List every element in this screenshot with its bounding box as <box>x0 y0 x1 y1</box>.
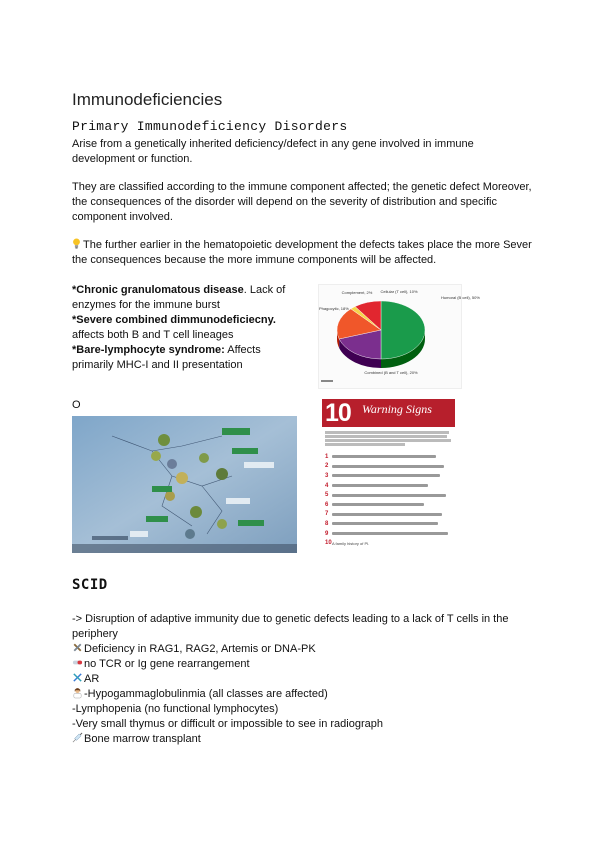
disease-name: *Severe combined dimmunodeficiecny. <box>72 314 276 326</box>
warning-item-number: 10 <box>325 540 332 547</box>
scid-line <box>72 642 532 657</box>
warning-item <box>325 452 453 462</box>
warning-item <box>325 490 453 500</box>
scid-notes <box>72 612 532 747</box>
warning-item-number: 5 <box>325 492 329 499</box>
warning-item <box>325 538 453 548</box>
pie-chart-image <box>318 284 480 389</box>
paragraph-hematopoietic-text: The further earlier in the hematopoietic development the defects takes place the more Sever the consequences because the more immune components will be affected. <box>72 239 532 266</box>
paragraph-definition: Arise from a genetically inherited deficiency/defect in any gene involved in immune development or function. <box>72 138 474 165</box>
diagram-photo-svg <box>72 416 297 553</box>
dna-icon <box>72 672 83 683</box>
scid-line-text: -Lymphopenia (no functional lymphocytes) <box>72 703 279 715</box>
scid-line <box>72 717 532 732</box>
pie-slice-label: Humoral (B cell), 50% <box>441 295 480 300</box>
section-subtitle: Primary Immunodeficiency Disorders <box>72 119 348 134</box>
disease-item <box>72 313 292 343</box>
scid-line-text: Bone marrow transplant <box>84 733 201 745</box>
warning-item <box>325 481 453 491</box>
immune-cell-diagram-photo <box>72 416 297 553</box>
scid-line <box>72 657 532 672</box>
disease-name: *Chronic granulomatous disease <box>72 284 244 296</box>
disease-desc: affects both B and T cell lineages <box>72 329 234 341</box>
scid-line-text: no TCR or Ig gene rearrangement <box>84 658 250 670</box>
warning-item <box>325 471 453 481</box>
scid-line-text: -> Disruption of adaptive immunity due to genetic defects leading to a lack of T cells in the periphery <box>72 613 509 640</box>
warning-item-number: 7 <box>325 511 329 518</box>
warning-item-number: 9 <box>325 530 329 537</box>
pie-slice-label: Cellular (T cell), 10% <box>380 289 418 294</box>
warning-item <box>325 462 453 472</box>
pie-slice-label: Phagocytic, 18% <box>319 306 349 311</box>
warning-item-number: 4 <box>325 482 329 489</box>
syringe-icon <box>72 732 83 743</box>
stray-letter: O <box>72 399 81 411</box>
disease-list <box>72 283 292 373</box>
disease-name: *Bare-lymphocyte syndrome: <box>72 344 225 356</box>
warning-item <box>325 529 453 539</box>
warning-intro-lines <box>325 430 451 447</box>
scid-line <box>72 702 532 717</box>
scid-line <box>72 732 532 747</box>
scid-line <box>72 612 532 642</box>
warning-item-number: 6 <box>325 501 329 508</box>
warning-title: Warning Signs <box>362 402 432 416</box>
warning-item <box>325 500 453 510</box>
warning-item-number: 3 <box>325 472 329 479</box>
test-tube-icon <box>72 657 83 668</box>
paragraph-hematopoietic <box>72 238 532 268</box>
lightbulb-icon <box>72 238 81 249</box>
chart-caption-bar <box>321 380 333 382</box>
warning-list <box>325 452 453 548</box>
disease-desc: . Lack of enzymes for the immune burst <box>72 284 286 311</box>
disease-item <box>72 343 292 373</box>
pie-chart <box>319 285 480 388</box>
scientist-icon <box>72 687 83 698</box>
scid-line <box>72 687 532 702</box>
pie-slice-label: Combined (B and T cell), 20% <box>364 370 418 375</box>
pie-slice-label: Complement, 2% <box>341 290 373 295</box>
scid-line <box>72 672 532 687</box>
section-title-scid: SCID <box>72 577 108 593</box>
paragraph-classification: They are classified according to the immune component affected; the genetic defect Moreover, the consequences of the disorder will depend on the severity of distribution and specific component involved. <box>72 181 532 223</box>
warning-signs-image <box>322 399 455 568</box>
scid-line-text: Deficiency in RAG1, RAG2, Artemis or DNA-PK <box>84 643 316 655</box>
page-title: Immunodeficiencies <box>72 90 223 109</box>
disease-item <box>72 283 292 313</box>
warning-item <box>325 519 453 529</box>
disease-desc: Affects primarily MHC-I and II presentation <box>72 344 261 371</box>
scid-line-text: -Hypogammaglobulinmia (all classes are affected) <box>84 688 328 700</box>
scid-line-text: -Very small thymus or difficult or impossible to see in radiograph <box>72 718 383 730</box>
warning-item-number: 2 <box>325 463 329 470</box>
warning-last-item: A family history of PI. <box>332 540 370 546</box>
warning-header <box>322 399 455 427</box>
scid-line-text: AR <box>84 673 100 685</box>
warning-item <box>325 510 453 520</box>
warning-number: 10 <box>325 399 351 427</box>
warning-item-number: 8 <box>325 520 329 527</box>
warning-item-number: 1 <box>325 453 329 460</box>
tools-icon <box>72 642 83 653</box>
